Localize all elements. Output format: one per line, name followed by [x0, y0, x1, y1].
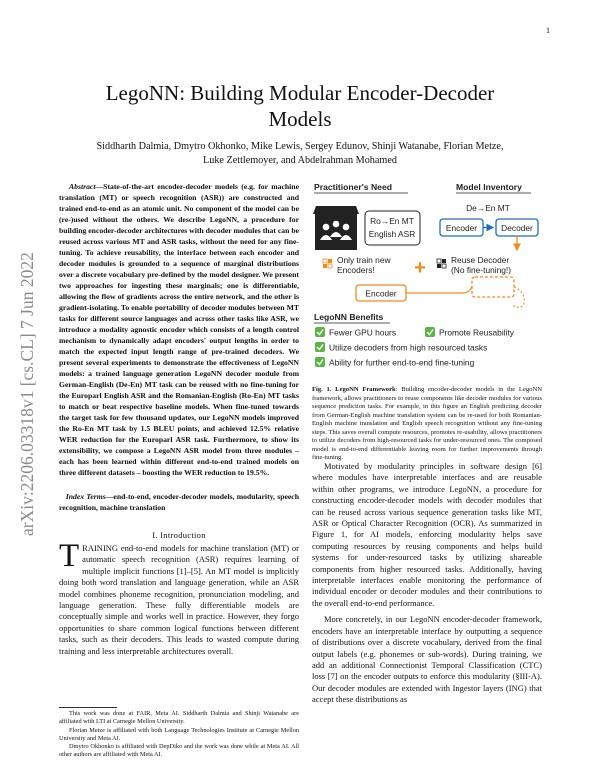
paragraph-motivation: Motivated by modularity principles in software design [6] where modules have interpretable interfaces and are reusable within other programs, we introduce LegoNN, a procedure for constructing encoder-decoder models with decoder modules that can be reused across various sequence generation tasks like MT, ASR or Optical Character Recognition (OCR). As summarized in Figure 1, for AI models, enforcing modularity helps save computing resources by reusing components and helps build systems for under-resourced tasks by utilizing shareable components from higher resourced tasks. Additionally, having interpretable interfaces enable monitoring the performance of individual encoder or decoder modules and their contributions to the overall end-to-end performance.	[312, 461, 542, 608]
author-list	[60, 140, 540, 167]
encoder-to-decoder-arrow	[406, 286, 472, 293]
task-english-asr: English ASR	[368, 229, 416, 239]
benefit-decoders: Utilize decoders from high resourced tasks	[329, 342, 488, 353]
intro-paragraph	[59, 538, 299, 657]
abstract-label: Abstract	[69, 182, 96, 191]
footnote-rule	[59, 707, 117, 708]
caption-text: : Building encoder-decoder models in the LegoNN framework, allows practitioners to reuse components like decoder modules for various sequence prediction tasks. For example, in this figure an English predicting decoder from German-English machine translation system can be re-used for both Romanian-English machine translation and English speech recognition without any fine-tuning steps. This saves overall compute resources, promotes re-usability, allows practitioners to utilize decoders from high-resourced tasks for under-resourced ones. The composed model is end-to-end differentiable leaving room for further improvements through fine-tuning.	[312, 386, 542, 461]
benefit-gpu: Fewer GPU hours	[329, 327, 397, 338]
title-line-1: LegoNN: Building Modular Encoder-Decoder	[105, 81, 495, 105]
footnote: This work was done at FAIR, Meta AI. Siddharth Dalmia and Shinji Watanabe are affiliated with LTI at Carnegie Mellon University.	[59, 710, 299, 726]
section-heading: I. Introduction	[152, 530, 206, 540]
task-ro-en: Ro→En MT	[370, 216, 414, 226]
inventory-decoder-label: Decoder	[501, 223, 533, 233]
only-train-line1: Only train new	[337, 255, 391, 265]
authors-line-2: Luke Zettlemoyer, and Abdelrahman Mohamed	[203, 154, 397, 166]
reuse-icon	[437, 259, 446, 268]
inventory-encoder-label: Encoder	[445, 223, 478, 233]
reuse-line1: Reuse Decoder	[451, 255, 510, 265]
caption-label: Fig. 1. LegoNN Framework	[312, 386, 396, 393]
new-encoder-label: Encoder	[365, 288, 397, 299]
footnotes	[59, 710, 299, 760]
authors-line-1: Siddharth Dalmia, Dmytro Okhonko, Mike Lewis, Sergey Edunov, Shinji Watanabe, Florian Metze,	[96, 141, 504, 152]
abstract	[59, 181, 299, 478]
check-icon	[315, 342, 325, 352]
benefit-reusability: Promote Reusability	[439, 327, 514, 338]
abstract-text: —State-of-the-art encoder-decoder models (e.g. for machine translation (MT) or speech recognition (ASR)) are constructed and trained end-to-end as an atomic unit. No component of the model can be (re-)used without the others. We describe LegoNN, a procedure for building encoder-decoder architectures with decoder modules that can be reused across various MT and ASR tasks, without the need for any fine-tuning. To achieve reusability, the interface between each encoder and decoder modules is grounded to a sequence of marginal distributions over a discrete vocabulary pre-defined by the model designer. We present two approaches for ingesting these marginals; one is differentiable, allowing the flow of gradients across the entire network, and the other is gradient-isolating. To enable portability of decoder modules between MT tasks for different source languages and across other tasks like ASR, we introduce a modality agnostic encoder which consists of a length control mechanism to dynamically adapt encoders' output lengths in order to match the expected input length range of pre-trained decoders. We present several experiments to demonstrate the effectiveness of LegoNN models: a trained language generation LegoNN decoder module from German-English (De-En) MT task can be reused with no fine-tuning for the Europarl English ASR and the Romanian-English (Ro-En) MT tasks to match or beat respective baseline models. When fine-tuned towards the target task for few thousand updates, our LegoNN models improved the Ro-En MT task by 1.5 BLEU points, and achieved 12.5% relative WER reduction for the Europarl ASR task. Furthermore, to show its extensibility, we compose a LegoNN ASR model from three modules – each has been learned within different end-to-end trained models on three different datasets – boosting the WER reduction to 19.5%.	[59, 182, 300, 477]
arxiv-id: arXiv:2206.03318v1 [cs.CL] 7 Jun 2022	[17, 252, 37, 536]
need-title: Practitioner's Need	[314, 182, 392, 192]
arxiv-stamp	[6, 236, 37, 536]
reuse-line2: (No fine-tuning!)	[451, 265, 512, 275]
title-line-2: Models	[268, 107, 332, 131]
check-icon	[315, 327, 325, 337]
footnote: Florian Metze is affiliated with both Language Technologies Institute at Carnegie Mellon University and Meta AI.	[59, 726, 299, 742]
train-icon	[323, 259, 332, 268]
drop-cap: T	[59, 538, 80, 574]
footnote: Dmytro Okhonko is affiliated with DepDiko and the work was done while at Meta AI. All other authors are affiliated with Meta AI.	[59, 743, 299, 759]
index-terms-text: —end-to-end, encoder-decoder models, modularity, speech recognition, machine translation	[59, 492, 299, 512]
page-number: 1	[546, 26, 550, 35]
intro-text: end-to-end models for machine translation (MT) or automatic speech recognition (ASR) requires learning of multiple implicit functions [1]–[5]. An MT model is implicitly doing both word translation and language generation, while an ASR model combines phoneme recognition, pronunciation modeling, and language generation. These fully differentiable models are conceptually simple and works well in practice. However, they forgo opportunities to share common logical functions between different tasks, such as their decoders. This leads to wasted compute during training and less interpretable architectures overall.	[59, 543, 299, 656]
right-column-text	[312, 461, 542, 706]
benefit-finetuning: Ability for further end-to-end fine-tuning	[329, 357, 475, 368]
figure-legonn-framework	[312, 180, 542, 380]
figure-caption	[312, 386, 542, 463]
index-terms-label: Index Terms	[65, 492, 106, 501]
inventory-title: Model Inventory	[456, 182, 522, 192]
paper-title	[60, 80, 540, 132]
only-train-line2: Encoders!	[337, 265, 375, 275]
paragraph-concretely: More concretely, in our LegoNN encoder-decoder framework, encoders have an interpretable interface by outputting a sequence of distributions over a discrete vocabulary, derived from the final output labels (e.g. phonemes or sub-words). During training, we add an additional Connectionist Temporal Classification (CTC) loss [7] on the encoder outputs to enforce this modularity (§III-A). Our decoder modules are extended with Ingestor layers (ING) that accept these distributions as	[312, 614, 542, 705]
intro-first-word: RAINING	[82, 543, 119, 553]
inventory-task-label: De→En MT	[466, 203, 510, 213]
reused-decoder-box	[472, 277, 514, 297]
figure-canvas	[312, 180, 542, 380]
check-icon	[315, 357, 325, 367]
practitioner-icon	[313, 206, 359, 250]
index-terms	[59, 491, 299, 513]
benefits-title: LegoNN Benefits	[314, 312, 384, 322]
check-icon	[425, 327, 435, 337]
plus-icon: +	[414, 257, 426, 279]
